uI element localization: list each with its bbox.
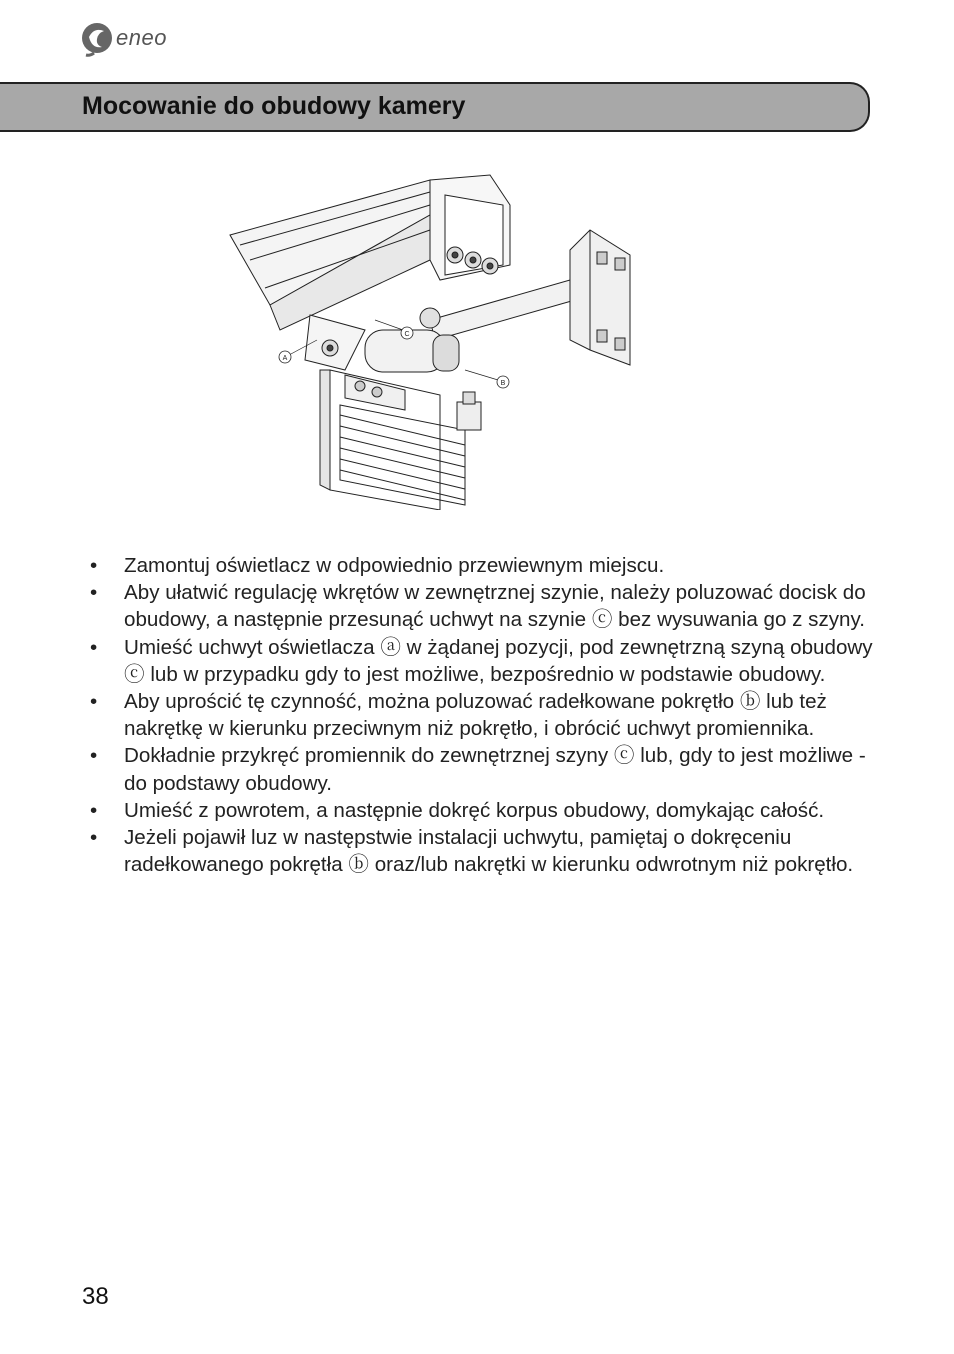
list-item: • Aby uprościć tę czynność, można poluzować radełkowane pokrętło ⓑ lub też nakrętkę w kierunku przeciwnym niż pokrętło, i obrócić uchwyt promiennika. bbox=[90, 690, 827, 741]
page-number: 38 bbox=[82, 1283, 109, 1310]
callout-label-c: C bbox=[404, 331, 410, 338]
list-item: • Dokładnie przykręć promiennik do zewnętrznej szyny ⓒ lub, gdy to jest możliwe - do podstawy obudowy. bbox=[90, 744, 866, 795]
list-item: • Jeżeli pojawił luz w następstwie instalacji uchwytu, pamiętaj o dokręceniu radełkowanego pokrętła ⓑ oraz/lub nakrętki w kierunku odwrotnym niż pokrętło. bbox=[90, 826, 854, 877]
eneo-logo bbox=[80, 18, 167, 58]
list-item: • Umieść uchwyt oświetlacza ⓐ w żądanej pozycji, pod zewnętrzną szyną obudowy ⓒ lub w przypadku gdy to jest możliwe, bezpośrednio w podstawie obudowy. bbox=[90, 635, 873, 686]
eneo-swirl-icon bbox=[80, 19, 114, 57]
list-item: • Aby ułatwić regulację wkrętów w zewnętrznej szynie, należy poluzować docisk do obudowy, a następnie przesunąć uchwyt na szynie ⓒ bez wysuwania go z szyny. bbox=[90, 581, 866, 632]
list-item: • Umieść z powrotem, a następnie dokręć korpus obudowy, domykając całość. bbox=[90, 798, 825, 822]
callout-label-a: A bbox=[282, 355, 288, 362]
list-item: • Zamontuj oświetlacz w odpowiednio przewiewnym miejscu. bbox=[90, 554, 665, 577]
callout-label-b: B bbox=[500, 380, 506, 387]
instruction-list bbox=[90, 552, 880, 878]
brand-name: eneo bbox=[116, 25, 167, 50]
page-title: Mocowanie do obudowy kamery bbox=[82, 92, 466, 120]
illuminator-mount-illustration bbox=[225, 170, 645, 510]
